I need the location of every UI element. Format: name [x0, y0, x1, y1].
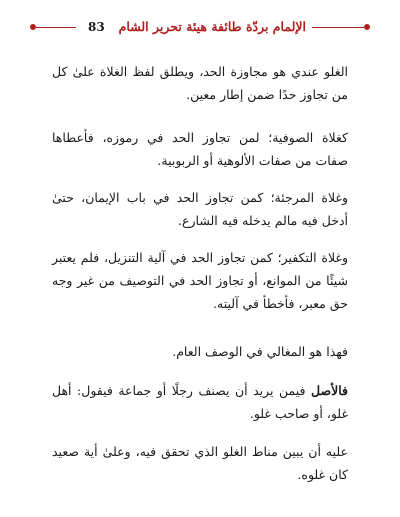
paragraph-1	[52, 60, 348, 106]
paragraph-6	[52, 379, 348, 425]
page-header	[30, 18, 370, 36]
paragraph-2	[52, 126, 348, 172]
paragraph-7	[52, 440, 348, 486]
page-number: 83	[88, 20, 105, 34]
paragraph-3	[52, 186, 348, 232]
paragraph-5	[52, 340, 348, 363]
paragraph-2-text: كغلاة الصوفية؛ لمن تجاوز الحد في رموزه، فأعطاها صفات من صفات الألوهية أو الربوبية.	[52, 130, 348, 168]
running-header-title: الإلمام بردّة طائفة هيئة تحرير الشام	[118, 19, 306, 34]
paragraph-4	[52, 246, 348, 315]
paragraph-6-text: فيمن يريد أن يصنف رجلًا أو جماعة فيقول: أهل غلو، أو صاحب غلو.	[52, 383, 348, 421]
paragraph-1-text: الغلو عندي هو مجاوزة الحد، ويطلق لفظ الغلاة علىٰ كل من تجاوز حدًا ضمن إطار معين.	[52, 64, 348, 102]
header-rule-left	[36, 27, 76, 28]
header-rule-right	[312, 27, 364, 28]
paragraph-3-text: وغلاة المرجئة؛ كمن تجاوز الحد في باب الإيمان، حتىٰ أدخل فيه مالم يدخله فيه الشارع.	[52, 190, 348, 228]
header-rule-dot-right	[364, 24, 370, 30]
paragraph-6-lead: فالأصل	[311, 383, 348, 398]
paragraph-5-text: فهذا هو المغالي في الوصف العام.	[172, 344, 348, 359]
paragraph-7-text: عليه أن يبين مناط الغلو الذي تحقق فيه، وعلىٰ أية صعيد كان غلوه.	[52, 444, 348, 482]
paragraph-4-text: وغلاة التكفير؛ كمن تجاوز الحد في آلية التنزيل، فلم يعتبر شيئًا من الموانع، أو تجاوز الحد في التوصيف من غير وجه حق معبر، فأخطأ في آليته.	[52, 250, 348, 311]
